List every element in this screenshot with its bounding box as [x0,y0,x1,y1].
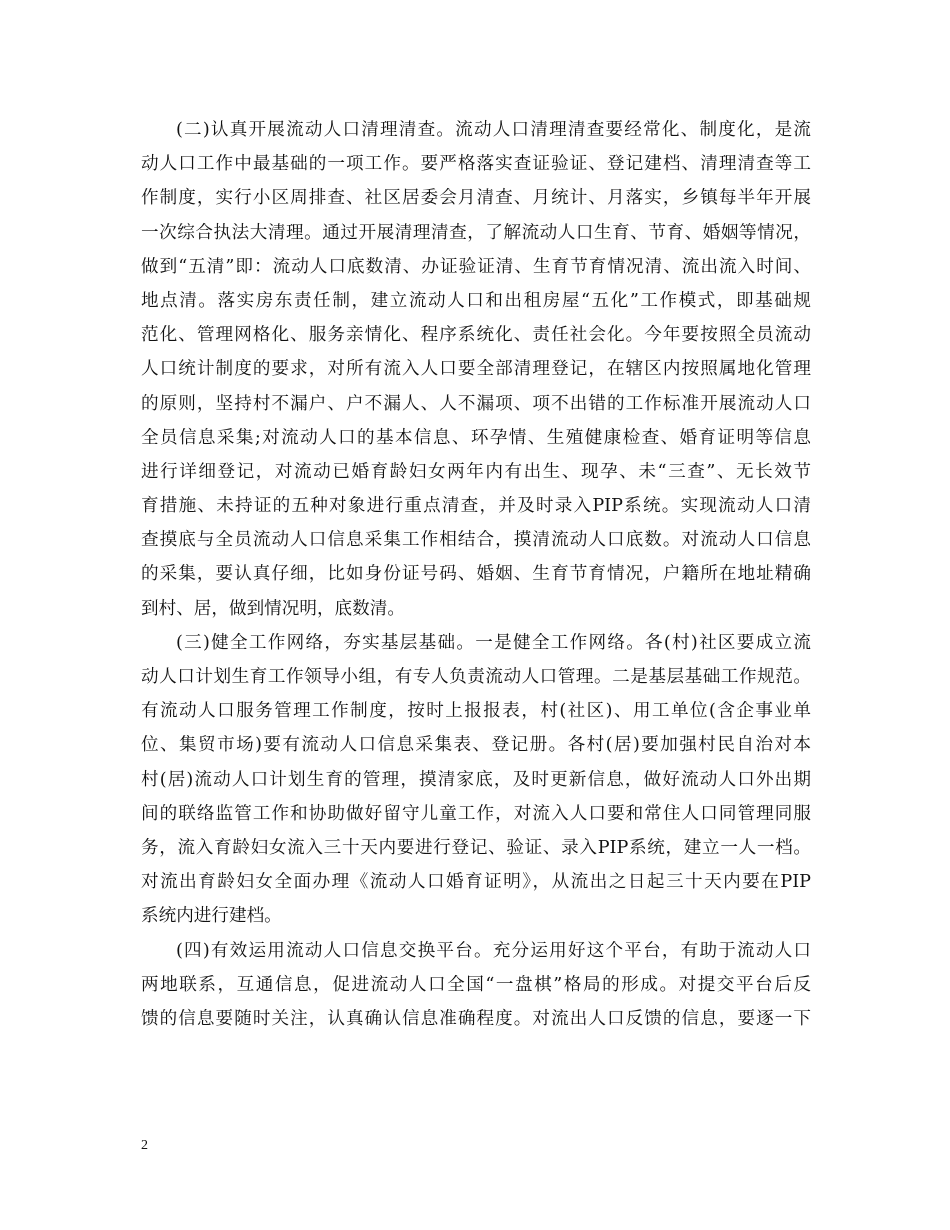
paragraph-3-line: 村(居)流动人口计划生育的管理，摸清家底，及时更新信息，做好流动人口外出期 [141,769,811,790]
paragraph-2-line: 全员信息采集;对流动人口的基本信息、环孕情、生殖健康检查、婚育证明等信息 [141,427,811,448]
paragraph-2-line: 育措施、未持证的五种对象进行重点清查，并及时录入PIP系统。实现流动人口清 [141,496,811,517]
paragraph-2-line: 作制度，实行小区周排查、社区居委会月清查、月统计、月落实，乡镇每半年开展 [141,188,811,209]
paragraph-3-line: 务，流入育龄妇女流入三十天内要进行登记、验证、录入PIP系统，建立一人一档。 [141,837,811,858]
paragraph-2-line: 到村、居，做到情况明，底数清。 [141,598,405,619]
paragraph-2-line: 人口统计制度的要求，对所有流入人口要全部清理登记，在辖区内按照属地化管理 [141,359,811,380]
paragraph-2-line: 范化、管理网格化、服务亲情化、程序系统化、责任社会化。今年要按照全员流动 [141,325,811,346]
paragraph-2-line: 一次综合执法大清理。通过开展清理清查，了解流动人口生育、节育、婚姻等情况， [141,222,811,243]
paragraph-2-line: 进行详细登记，对流动已婚育龄妇女两年内有出生、现孕、未“三查”、无长效节 [141,461,811,482]
paragraph-3-line: 对流出育龄妇女全面办理《流动人口婚育证明》，从流出之日起三十天内要在PIP [141,872,811,893]
paragraph-2-line: 查摸底与全员流动人口信息采集工作相结合，摸清流动人口底数。对流动人口信息 [141,530,811,551]
body-text [141,113,811,1036]
paragraph-2-line: 地点清。落实房东责任制，建立流动人口和出租房屋“五化”工作模式，即基础规 [141,290,811,311]
paragraph-2-line: 的采集，要认真仔细，比如身份证号码、婚姻、生育节育情况，户籍所在地址精确 [141,564,811,585]
paragraph-3-line: 动人口计划生育工作领导小组，有专人负责流动人口管理。二是基层基础工作规范。 [141,667,811,687]
paragraph-3-line: 有流动人口服务管理工作制度，按时上报报表，村(社区)、用工单位(含企事业单 [141,701,811,722]
paragraph-3-line: 位、集贸市场)要有流动人口信息采集表、登记册。各村(居)要加强村民自治对本 [141,735,811,756]
paragraph-2-line: 的原则，坚持村不漏户、户不漏人、人不漏项、项不出错的工作标准开展流动人口 [141,393,811,414]
paragraph-3-line: (三)健全工作网络，夯实基层基础。一是健全工作网络。各(村)社区要成立流 [176,632,811,653]
page-number: 2 [141,1138,148,1153]
paragraph-3-line: 间的联络监管工作和协助做好留守儿童工作，对流入人口要和常住人口同管理同服 [141,803,811,824]
paragraph-3-line: 系统内进行建档。 [141,906,282,927]
paragraph-4-line: 两地联系，互通信息，促进流动人口全国“一盘棋”格局的形成。对提交平台后反 [141,974,811,995]
paragraph-4-line: (四)有效运用流动人口信息交换平台。充分运用好这个平台，有助于流动人口 [176,940,811,961]
paragraph-2-line: 做到“五清”即：流动人口底数清、办证验证清、生育节育情况清、流出流入时间、 [141,256,811,277]
paragraph-2-line: 动人口工作中最基础的一项工作。要严格落实查证验证、登记建档、清理清查等工 [141,154,811,175]
paragraph-4-line: 馈的信息要随时关注，认真确认信息准确程度。对流出人口反馈的信息，要逐一下 [141,1008,811,1029]
paragraph-2-line: (二)认真开展流动人口清理清查。流动人口清理清查要经常化、制度化，是流 [176,120,811,140]
